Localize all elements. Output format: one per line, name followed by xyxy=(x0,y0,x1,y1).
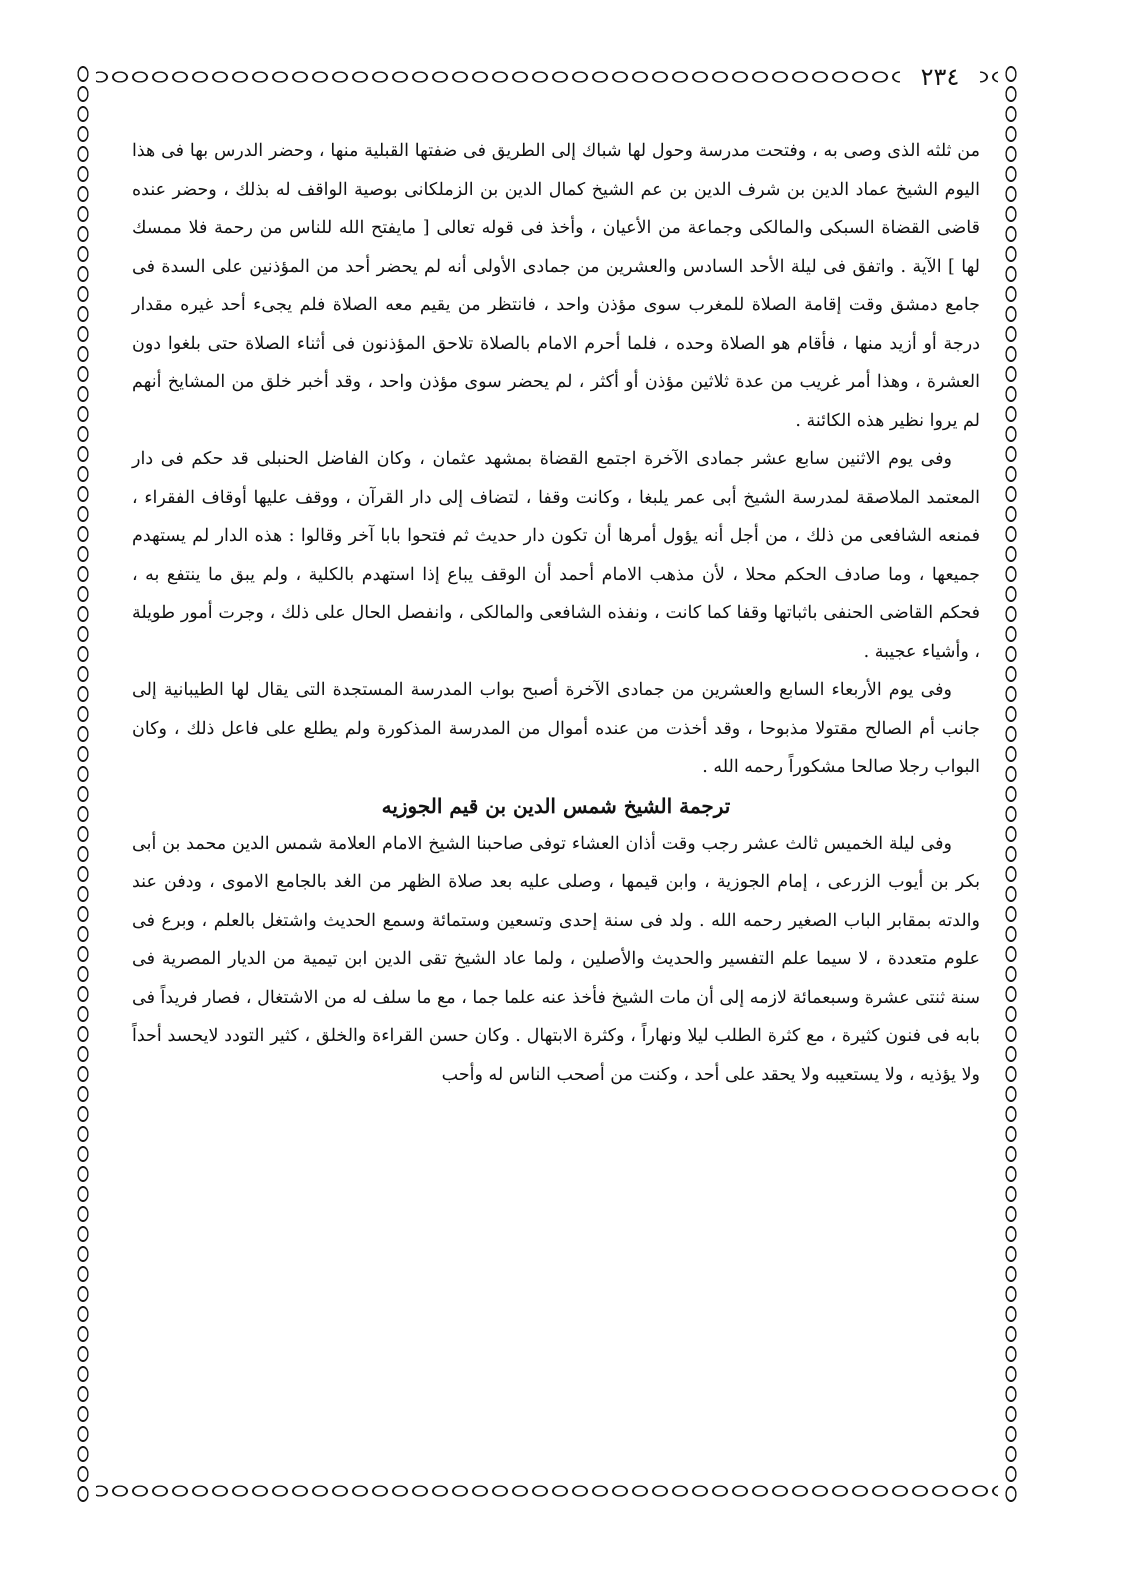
top-rope-border xyxy=(70,64,1024,90)
page-body xyxy=(132,132,980,1094)
paragraph-1: من ثلثه الذى وصى به ، وفتحت مدرسة وحول لها شباك إلى الطريق فى ضفتها القبلية منها ، وحضر الدرس بها فى هذا اليوم الشيخ عماد الدين بن شرف الدين بن عم الشيخ كمال الدين بن الزملكانى بوصية الواقف له بذلك ، وحضر عنده قاضى القضاة السبكى والمالكى وجماعة من الأعيان ، وأخذ فى قوله تعالى [ مايفتح الله للناس من رحمة فلا ممسك لها ] الآية . واتفق فى ليلة الأحد السادس والعشرين من جمادى الأولى أنه لم يحضر أحد من المؤذنين على السدة فى جامع دمشق وقت إقامة الصلاة للمغرب سوى مؤذن واحد ، فانتظر من يقيم معه الصلاة فلم يجىء أحد غيره مقدار درجة أو أزيد منها ، فأقام هو الصلاة وحده ، فلما أحرم الامام بالصلاة تلاحق المؤذنون فى أثناء الصلاة حتى بلغوا دون العشرة ، وهذا أمر غريب من عدة ثلاثين مؤذن أو أكثر ، لم يحضر سوى مؤذن واحد ، وقد أخبر خلق من المشايخ أنهم لم يروا نظير هذه الكائنة . xyxy=(132,141,980,431)
paragraph-2: وفى يوم الاثنين سابع عشر جمادى الآخرة اجتمع القضاة بمشهد عثمان ، وكان الفاضل الحنبلى قد حكم فى دار المعتمد الملاصقة لمدرسة الشيخ أبى عمر يلبغا ، وكانت وقفا ، لتضاف إلى دار القرآن ، ووقف عليها أوقاف الفقراء ، فمنعه الشافعى من ذلك ، من أجل أنه يؤول أمرها أن تكون دار حديث ثم فتحوا بابا آخر وقالوا : هذه الدار لم يستهدم جميعها ، وما صادف الحكم محلا ، لأن مذهب الامام أحمد أن الوقف يباع إذا استهدم بالكلية ، ولم يبق ما ينتفع به ، فحكم القاضى الحنفى باثباتها وقفا كما كانت ، ونفذه الشافعى والمالكى ، وانفصل الحال على ذلك ، وجرت أمور طويلة ، وأشياء عجيبة . xyxy=(132,449,980,662)
page-number: ٢٣٤ xyxy=(900,62,980,92)
section-heading: ترجمة الشيخ شمس الدين بن قيم الجوزيه xyxy=(381,793,731,818)
biography-paragraph: وفى ليلة الخميس ثالث عشر رجب وقت أذان العشاء توفى صاحبنا الشيخ الامام العلامة شمس الدين محمد بن أبى بكر بن أيوب الزرعى ، إمام الجوزية ، وابن قيمها ، وصلى عليه بعد صلاة الظهر من الغد بالجامع الاموى ، ودفن عند والدته بمقابر الباب الصغير رحمه الله . ولد فى سنة إحدى وتسعين وستمائة وسمع الحديث واشتغل بالعلم ، وبرع فى علوم متعددة ، لا سيما علم التفسير والحديث والأصلين ، ولما عاد الشيخ تقى الدين ابن تيمية من الديار المصرية فى سنة ثنتى عشرة وسبعمائة لازمه إلى أن مات الشيخ فأخذ عنه علما جما ، مع ما سلف له من الاشتغال ، فصار فريداً فى بابه فى فنون كثيرة ، مع كثرة الطلب ليلا ونهاراً ، وكثرة الابتهال . وكان حسن القراءة والخلق ، كثير التودد لايحسد أحداً ولا يؤذيه ، ولا يستعيبه ولا يحقد على أحد ، وكنت من أصحب الناس له وأحب xyxy=(132,833,980,1085)
paragraph-3: وفى يوم الأربعاء السابع والعشرين من جمادى الآخرة أصبح بواب المدرسة المستجدة التى يقال لها الطيبانية إلى جانب أم الصالح مقتولا مذبوحا ، وقد أخذت من عنده أموال من المدرسة المذكورة ولم يطلع على فاعل ذلك ، وكان البواب رجلا صالحا مشكوراً رحمه الله . xyxy=(132,680,980,777)
bottom-rope-border xyxy=(70,1478,1024,1504)
left-rope-border xyxy=(70,64,96,1504)
right-rope-border xyxy=(998,64,1024,1504)
